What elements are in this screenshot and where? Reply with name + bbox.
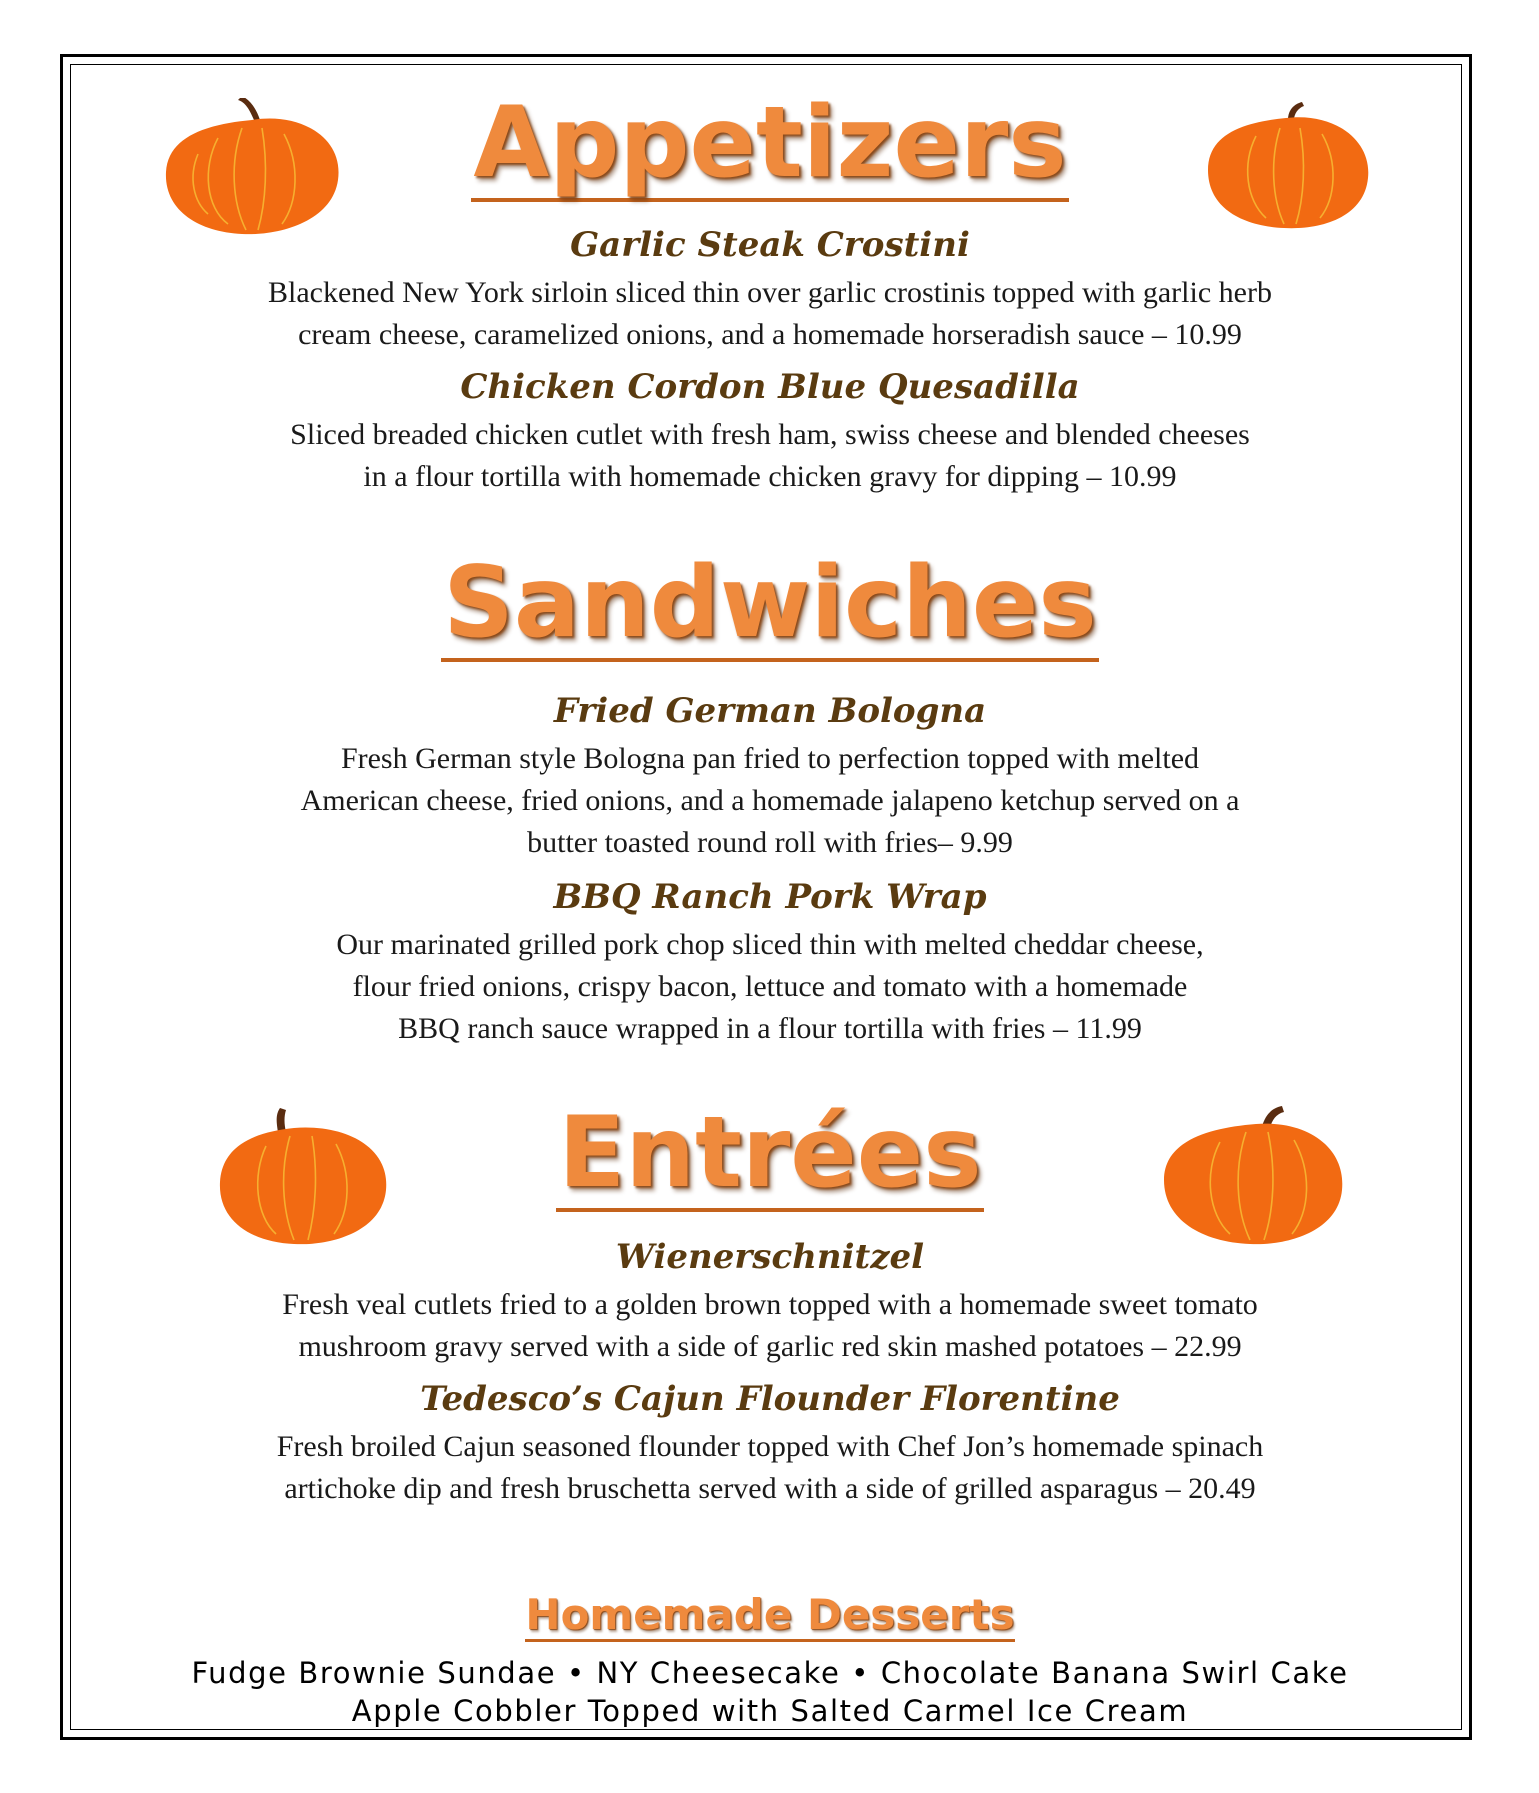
section-title-entrees: Entrées: [558, 1096, 982, 1210]
section-title-appetizers: Appetizers: [473, 86, 1067, 200]
item-desc-garlic-steak-crostini: Blackened New York sirloin sliced thin over garlic crostinis topped with garlic herb cream cheese, caramelized onions, and a homemade horseradish sauce – 10.99: [268, 276, 1272, 351]
dessert-list: Fudge Brownie Sundae • NY Cheesecake • Chocolate Banana Swirl Cake Apple Cobbler Topped with Salted Carmel Ice Cream: [191, 1656, 1349, 1728]
item-name-wienerschnitzel: Wienerschnitzel: [615, 1237, 925, 1277]
item-desc-chicken-cordon-blue: Sliced breaded chicken cutlet with fresh ham, swiss cheese and blended cheeses in a flour tortilla with homemade chicken gravy for dipping – 10.99: [290, 418, 1250, 493]
section-title-sandwiches: Sandwiches: [443, 546, 1097, 660]
item-desc-cajun-flounder-florentine: Fresh broiled Cajun seasoned flounder topped with Chef Jon’s homemade spinach artichoke dip and fresh bruschetta served with a side of grilled asparagus – 20.49: [276, 1430, 1264, 1505]
item-name-bbq-ranch-pork-wrap: BBQ Ranch Pork Wrap: [553, 877, 987, 917]
item-desc-bbq-ranch-pork-wrap: Our marinated grilled pork chop sliced thin with melted cheddar cheese, flour fried onions, crispy bacon, lettuce and tomato with a homemade BBQ ranch sauce wrapped in a flour tortilla with fries – 11.99: [336, 928, 1204, 1045]
item-desc-wienerschnitzel: Fresh veal cutlets fried to a golden brown topped with a homemade sweet tomato mushroom gravy served with a side of garlic red skin mashed potatoes – 22.99: [282, 1288, 1258, 1363]
item-name-fried-german-bologna: Fried German Bologna: [553, 691, 987, 731]
section-title-desserts: Homemade Desserts: [80, 1594, 1460, 1642]
item-name-garlic-steak-crostini: Garlic Steak Crostini: [570, 225, 970, 265]
item-name-chicken-cordon-blue: Chicken Cordon Blue Quesadilla: [460, 367, 1080, 407]
item-name-cajun-flounder-florentine: Tedesco’s Cajun Flounder Florentine: [420, 1379, 1120, 1419]
item-desc-fried-german-bologna: Fresh German style Bologna pan fried to perfection topped with melted American cheese, fried onions, and a homemade jalapeno ketchup served on a butter toasted round roll with fries– 9.99: [300, 742, 1240, 859]
